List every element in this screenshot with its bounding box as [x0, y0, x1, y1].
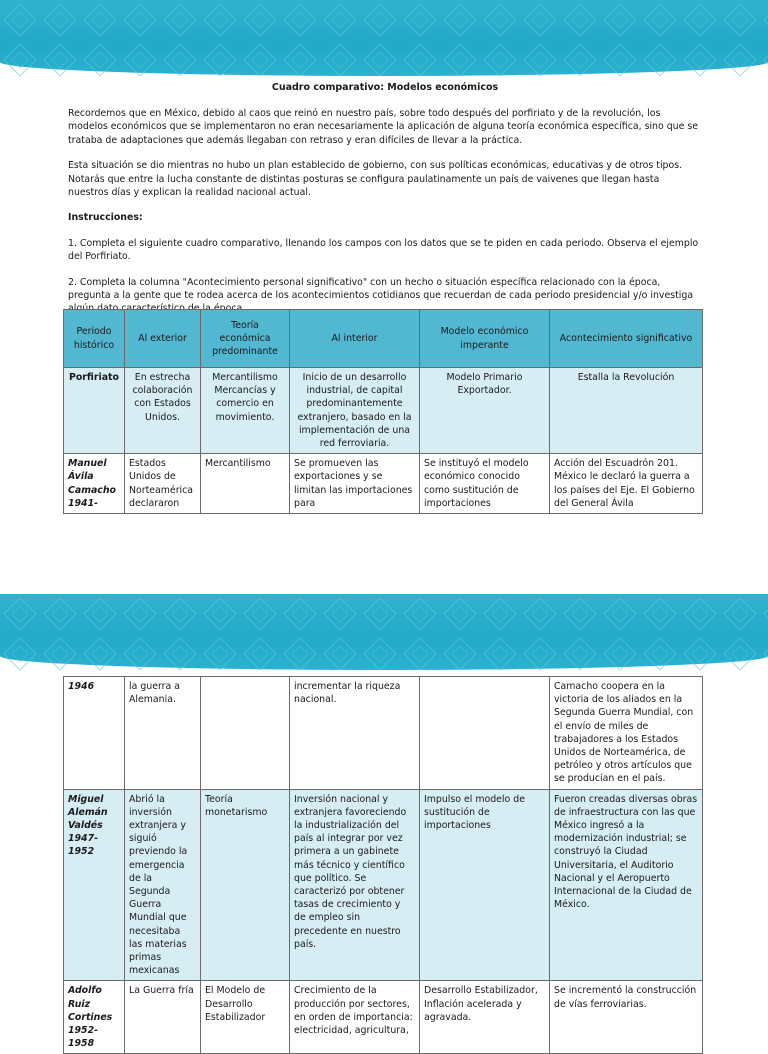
cell-interior: Se promueven las exportaciones y se limitan las importaciones para — [290, 454, 420, 514]
cell-event: Camacho coopera en la victoria de los aliados en la Segunda Guerra Mundial, con el envío de miles de trabajadores a los Estados Unidos de Norteamérica, de petróleo y otros artículos que se producían en el país. — [550, 677, 703, 790]
instructions-heading: Instrucciones: — [68, 212, 143, 224]
table-row — [64, 454, 703, 514]
comparison-table-page-2 — [63, 676, 703, 1054]
page-2-banner — [0, 594, 768, 670]
header-theory: Teoría económica predominante — [201, 310, 290, 368]
cell-theory — [201, 677, 290, 790]
cell-event: Se incrementó la construcción de vías ferroviarias. — [550, 981, 703, 1054]
cell-period: Adolfo Ruiz Cortines 1952-1958 — [64, 981, 125, 1054]
cell-model: Impulso el modelo de sustitución de importaciones — [420, 789, 550, 981]
cell-theory: El Modelo de Desarrollo Estabilizador — [201, 981, 290, 1054]
header-exterior: Al exterior — [125, 310, 201, 368]
table-header-row — [64, 310, 703, 368]
cell-event: Estalla la Revolución — [550, 368, 703, 454]
cell-exterior: En estrecha colaboración con Estados Unidos. — [125, 368, 201, 454]
comparison-table-page-1 — [63, 309, 703, 514]
cell-interior: Inicio de un desarrollo industrial, de capital predominantemente extranjero, basado en la implementación de una red ferroviaria. — [290, 368, 420, 454]
table-row — [64, 789, 703, 981]
cell-model — [420, 677, 550, 790]
header-period: Periodo histórico — [64, 310, 125, 368]
cell-period: 1946 — [64, 677, 125, 790]
table-row — [64, 677, 703, 790]
instruction-1: 1. Completa el siguiente cuadro comparativo, llenando los campos con los datos que se te piden en cada periodo. Observa el ejemplo del Porfiriato. — [68, 237, 699, 263]
document-page-1 — [68, 80, 702, 316]
cell-period: Miguel Alemán Valdés 1947-1952 — [64, 789, 125, 981]
cell-event: Fueron creadas diversas obras de infraestructura con las que México ingresó a la modernización industrial; se construyó la Ciudad Universitaria, el Auditorio Nacional y el Aeropuerto Internacional de la Ciudad de México. — [550, 789, 703, 981]
cell-theory: Mercantilismo Mercancías y comercio en movimiento. — [201, 368, 290, 454]
banner-pattern — [0, 594, 768, 670]
header-model: Modelo económico imperante — [420, 310, 550, 368]
cell-model: Desarrollo Estabilizador, Inflación acelerada y agravada. — [420, 981, 550, 1054]
instruction-2: 2. Completa la columna "Acontecimiento personal significativo" con un hecho o situación específica relacionado con la época, pregunta a la gente que te rodea acerca de los acontecimientos cotidianos que recuerdan de cada periodo presidencial y/o investiga — [68, 276, 694, 302]
cell-interior: incrementar la riqueza nacional. — [290, 677, 420, 790]
cell-theory: Teoría monetarismo — [201, 789, 290, 981]
cell-event: Acción del Escuadrón 201. México le declaró la guerra a los países del Eje. El Gobierno del General Ávila — [550, 454, 703, 514]
table-row — [64, 981, 703, 1054]
cell-period: Porfiriato — [64, 368, 125, 454]
header-event: Acontecimiento significativo — [550, 310, 703, 368]
cell-model: Se instituyó el modelo económico conocido como sustitución de importaciones — [420, 454, 550, 514]
intro-paragraph-2: Esta situación se dio mientras no hubo un plan establecido de gobierno, con sus políticas económicas, educativas y de otros tipos. Notarás que entre la lucha constante de distintas posturas se configura paulatinamente un país de vaivenes que llegan hasta nuestros días y explican la realidad nacional actual. — [68, 160, 683, 199]
intro-paragraph-1: Recordemos que en México, debido al caos que reinó en nuestro país, sobre todo después del porfiriato y de la revolución, los modelos económicos que se implementaron no eran necesariamente la aplicación de alguna teoría económica específica, sino que se trataba de adaptaciones que además llegaban con retraso y eran difíciles de llevar a la práctica. — [68, 108, 699, 146]
cell-exterior: la guerra a Alemania. — [125, 677, 201, 790]
cell-model: Modelo Primario Exportador. — [420, 368, 550, 454]
cell-theory: Mercantilismo — [201, 454, 290, 514]
table-row — [64, 368, 703, 454]
cell-interior: Crecimiento de la producción por sectores, en orden de importancia: electricidad, agricultura, — [290, 981, 420, 1054]
cell-period: Manuel Ávila Camacho 1941- — [64, 454, 125, 514]
header-banner — [0, 0, 768, 76]
banner-pattern — [0, 0, 768, 76]
document-title: Cuadro comparativo: Modelos económicos — [271, 82, 499, 93]
cell-exterior: Abrió la inversión extranjera y siguió previendo la emergencia de la Segunda Guerra Mundial que necesitaba las materias primas mexicanas — [125, 789, 201, 981]
cell-exterior: Estados Unidos de Norteamérica declararon — [125, 454, 201, 514]
cell-interior: Inversión nacional y extranjera favoreciendo la industrialización del país al integrar por vez primera a un gabinete más técnico y científico que político. Se caracterizó por obtener tasas de crecimiento y de empleo sin precedente en nuestro país. — [290, 789, 420, 981]
cell-exterior: La Guerra fría — [125, 981, 201, 1054]
header-interior: Al interior — [290, 310, 420, 368]
